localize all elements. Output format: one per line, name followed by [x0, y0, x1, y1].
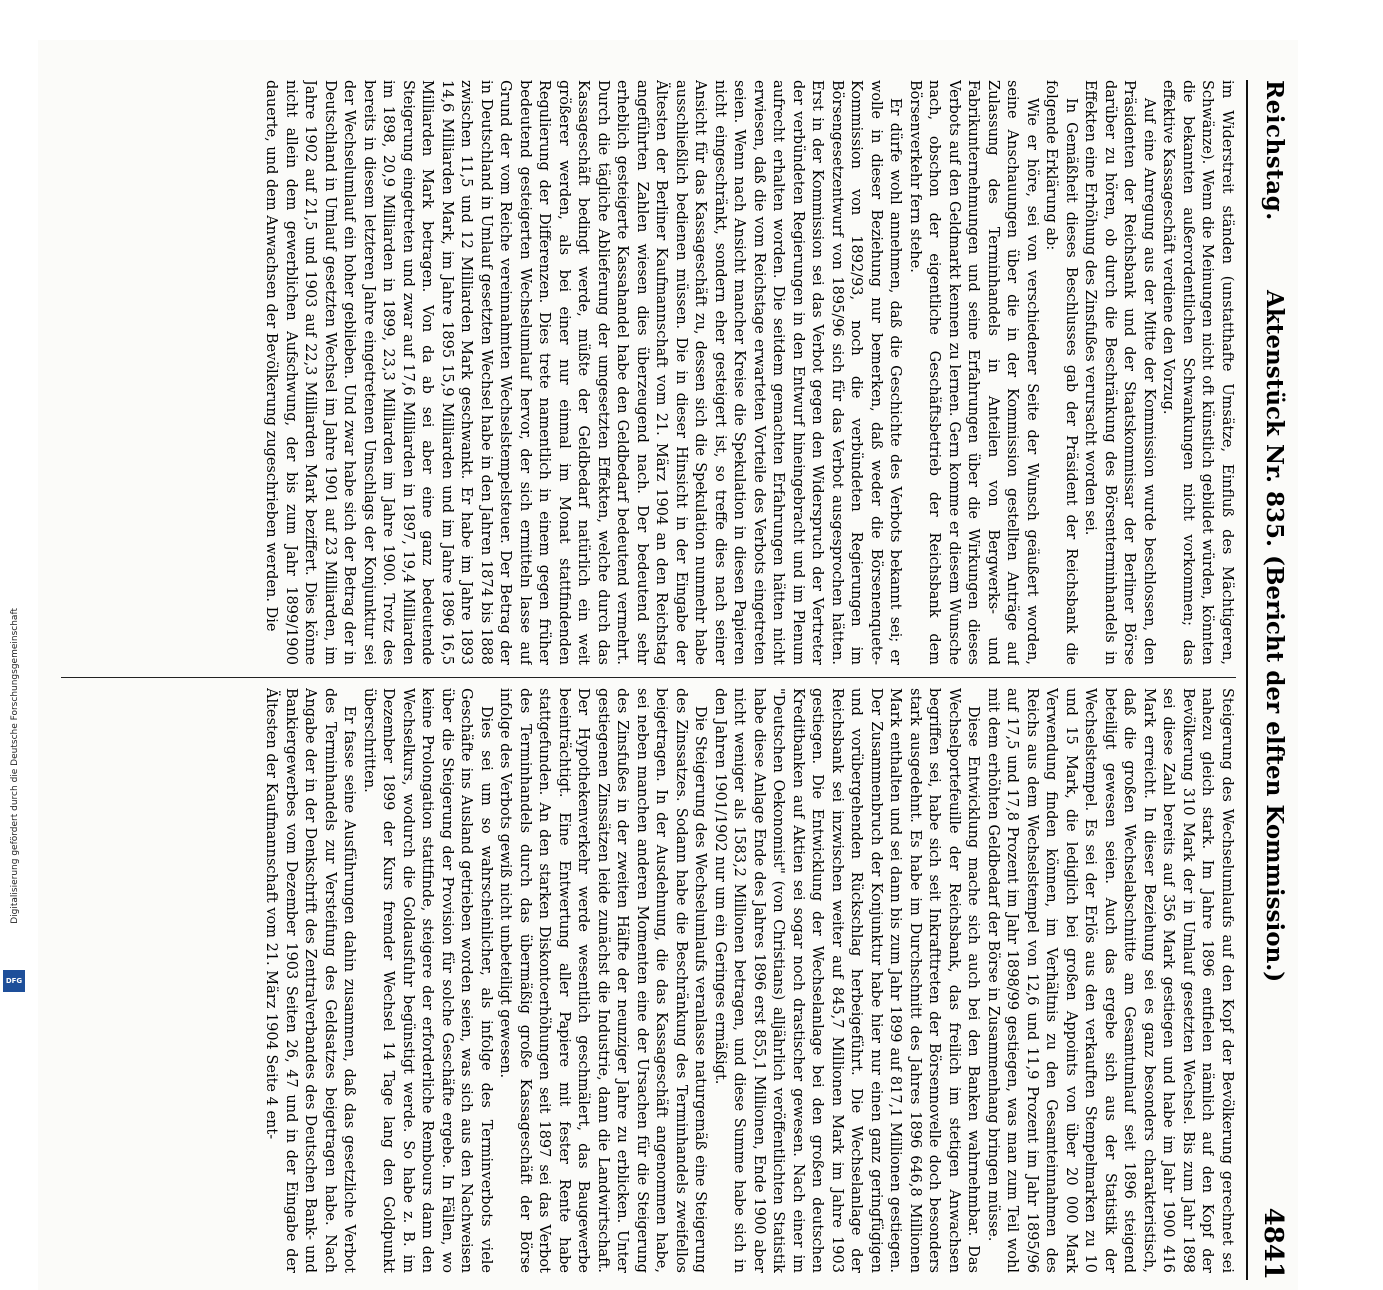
- paragraph: Diese Entwicklung mache sich auch bei den Banken wahrnehmbar. Das Wechselportefeuille der Reichsbank, das freilich im stetigen Anwachsen begriffen sei, habe sich seit Inkrafttreten der Börsennovelle doch besonders stark ausgedehnt. Es habe im Durchschnitt des Jahres 1896 646,8 Millionen Mark enthalten und sei dann bis zum Jahr 1899 auf 817,1 Millionen gestiegen. Der Zusammenbruch der Konjunktur habe hier nur einen ganz geringfügigen und vorübergehenden Rückschlag herbeigeführt. Die Wechselanlage der Reichsbank sei inzwischen weiter auf 845,7 Millionen Mark im Jahre 1903 gestiegen. Die Entwicklung der Wechselanlage bei den großen deutschen Kreditbanken auf Aktien sei sogar noch drastischer gewesen. Nach einer im "Deutschen Oekonomist" (von Christians) alljährlich veröffentlichten Statistik habe diese Anlage Ende des Jahres 1896 erst 855,1 Millionen, Ende 1900 aber nicht weniger als 1583,2 Millionen betragen, und diese Summe habe sich in den Jahren 1901/1902 nur um ein Geringes ermäßigt.: [712, 688, 982, 1273]
- paragraph: im Widerstreit ständen (unstatthafte Umsätze, Einfluß des Mächtigeren, Schwänze). Wenn die Meinungen nicht oft künstlich gebildet würden, könnten die bekannten außerordentlichen Schwankungen nicht vorkommen; das effektive Kassageschäft verdiene den Vorzug.: [1160, 80, 1235, 665]
- header-document-reference: Aktenstück Nr. 835. (Bericht der elften Kommission.): [1261, 290, 1288, 983]
- digitization-credit: Digitalisierung gefördert durch die Deutsche Forschungsgemeinschaft: [10, 608, 20, 924]
- page-number: 4841: [1258, 1207, 1288, 1280]
- paragraph: Wie er höre, sei von verschiedener Seite der Wunsch geäußert worden, seine Anschauungen über die in der Kommission gestellten Anträge auf Zulassung des Terminhandels in Anteilen von Bergwerks- und Fabrikunternehmungen und seine Erfahrungen über die Wirkungen dieses Verbots auf den Geldmarkt kennen zu lernen. Gern komme er diesem Wunsche nach, obschon der eigentliche Geschäftsbetrieb der Reichsbank dem Börsenverkehr fern stehe.: [907, 80, 1040, 665]
- column-divider: [61, 677, 1236, 678]
- header-rule: [1246, 80, 1248, 1280]
- paragraph: Dies sei um so wahrscheinlicher, als infolge des Terminverbots viele Geschäfte ins Ausland getrieben worden seien, was sich aus den Nachweisen über die Steigerung der Provision für solche Geschäfte ergebe. In Fällen, wo keine Prolongation stattfinde, steigere der erforderliche Rembours dann den Wechselkurs, wodurch die Goldausfuhr begünstigt werde. So habe z. B. im Dezember 1899 der Kurs fremder Wechsel 14 Tage lang den Goldpunkt überschritten.: [361, 688, 494, 1273]
- left-column: [56, 80, 1236, 665]
- rotated-page: [38, 40, 1298, 1290]
- right-column: [56, 688, 1236, 1273]
- paragraph: In Gemäßheit dieses Beschlusses gab der Präsident der Reichsbank die folgende Erklärung ab:: [1043, 80, 1079, 665]
- dfg-logo: DFG: [3, 970, 25, 992]
- paragraph: Steigerung des Wechselumlaufs auf den Kopf der Bevölkerung gerechnet sei nahezu gleich stark. Im Jahre 1896 entfielen nämlich auf den Kopf der Bevölkerung 310 Mark der in Umlauf gesetzten Wechsel. Bis zum Jahr 1898 sei diese Zahl bereits auf 356 Mark gestiegen und habe im Jahr 1900 416 Mark erreicht. In dieser Beziehung sei es ganz besonders charakteristisch, daß die großen Wechselabschnitte am Gesamtumlauf seit 1896 steigend beteiligt gewesen seien. Auch das ergebe sich aus der Statistik der Wechselstempel. Es sei der Erlös aus den verkauften Stempelmarken zu 10 und 15 Mark, die lediglich bei großen Appoints von über 20 000 Mark Verwendung finden können, im Verhältnis zu den Gesamteinnahmen des Reichs aus dem Wechselstempel von 12,6 und 11,9 Prozent im Jahr 1895/96 auf 17,5 und 17,8 Prozent im Jahr 1898/99 gestiegen, was man zum Teil wohl mit dem erhöhten Geldbedarf der Börse in Zusammenhang bringen müsse.: [985, 688, 1235, 1273]
- paragraph: Er dürfe wohl annehmen, daß die Geschichte des Verbots bekannt sei; er wolle in dieser Beziehung nur bemerken, daß weder die Börsenenquete-Kommission von 1892/93, noch die verbündeten Regierungen im Börsengesetzentwurf von 1895/96 sich für das Verbot ausgesprochen hätten. Erst in der Kommission sei das Verbot gegen den Widerspruch der Vertreter der verbündeten Regierungen in den Entwurf hineingebracht und im Plenum aufrecht erhalten worden. Die seitdem gemachten Erfahrungen hätten nicht erwiesen, daß die vom Reichstage erwarteten Vorteile des Verbots eingetreten seien. Wenn nach Ansicht mancher Kreise die Spekulation in diesen Papieren nicht eingeschränkt, sondern eher gesteigert ist, so treffe dies nach seiner Ansicht für das Kassageschäft zu, dessen sich die Spekulation nunmehr habe ausschließlich bedienen müssen. Die in dieser Hinsicht in der Eingabe der Ältesten der Berliner Kaufmannschaft vom 21. März 1904 an den Reichstag angeführten Zahlen wiesen dies überzeugend nach. Der bedeutend sehr erheblich gesteigerte Kassahandel habe den Geldbedarf bedeutend vermehrt. Durch die tägliche Ablieferung der umgesetzten Effekten, welche durch das Kassageschäft bedingt werde, müßte der Geldbedarf natürlich ein weit größerer werden, als bei einer nur einmal im Monat stattfindenden Regulierung der Differenzen. Dies trete namentlich in einem gegen früher bedeutend gesteigerten Wechselumlauf hervor, der sich ermitteln lasse auf Grund der vom Reiche vereinnahmten Wechselstempelsteuer. Der Betrag der in Deutschland in Umlauf gesetzten Wechsel habe in den Jahren 1874 bis 1888 zwischen 11,5 und 12 Milliarden Mark geschwankt. Er habe im Jahre 1893 14,6 Milliarden Mark, im Jahre 1895 15,9 Milliarden und im Jahre 1896 16,5 Milliarden Mark betragen. Von da ab sei aber eine ganz bedeutende Steigerung eingetreten und zwar auf 17,6 Milliarden in 1897, 19,4 Milliarden im 1898, 20,9 Milliarden in 1899, 23,3 Milliarden im Jahre 1900. Trotz des bereits in diesem letzteren Jahre eingetretenen Umschlags der Konjunktur sei der Wechselumlauf ein hoher geblieben. Und zwar habe sich der Betrag der in Deutschland in Umlauf gesetzten Wechsel im Jahre 1901 auf 23 Milliarden, im Jahre 1902 auf 21,5 und 1903 auf 22,3 Milliarden Mark beziffert. Dies könne nicht allein dem gewerblichen Aufschwung, der bis zum Jahr 1899/1900 dauerte, und dem Anwachsen der Bevölkerung zugeschrieben werden. Die: [263, 80, 904, 665]
- paragraph: Die Steigerung des Wechselumlaufs veranlasse naturgemäß eine Steigerung des Zinssatzes. Sodann habe die Beschränkung des Terminhandels zweifellos beigetragen. In der Ausdehnung, die das Kassageschäft angenommen habe, sei neben manchen anderen Momenten eine der Ursachen für die Steigerung des Zinsfußes in der zweiten Hälfte der neunziger Jahre zu erblicken. Unter gestiegenen Zinssätzen leide zunächst die Industrie, dann die Landwirtschaft. Der Hypothekenverkehr werde wesentlich geschmälert, das Baugewerbe beeinträchtigt. Eine Entwertung aller Papiere mit fester Rente habe stattgefunden. An den starken Diskontoerhöhungen seit 1897 sei das Verbot des Terminhandels durch das übermäßig große Kassageschäft der Börse infolge des Verbots gewiß nicht unbeteiligt gewesen.: [497, 688, 709, 1273]
- header-title: Reichstag.: [1261, 80, 1288, 221]
- paragraph: Er fasse seine Ausführungen dahin zusammen, daß das gesetzliche Verbot des Terminhandels zur Versteifung des Geldsatzes beigetragen habe. Nach Angabe der in der Denkschrift des Zentralverbandes des Deutschen Bank- und Bankiergewerbes vom Dezember 1903 Seiten 26, 47 und in der Eingabe der Ältesten der Kaufmannschaft vom 21. März 1904 Seite 4 ent-: [263, 688, 358, 1273]
- paragraph: Auf eine Anregung aus der Mitte der Kommission wurde beschlossen, den Präsidenten der Reichsbank und der Staatskommissar der Berliner Börse darüber zu hören, ob durch die Beschränkung des Börsenterminhandels in Effekten eine Erhöhung des Zinsfußes verursacht worden sei.: [1082, 80, 1157, 665]
- page-header: [1256, 80, 1292, 1290]
